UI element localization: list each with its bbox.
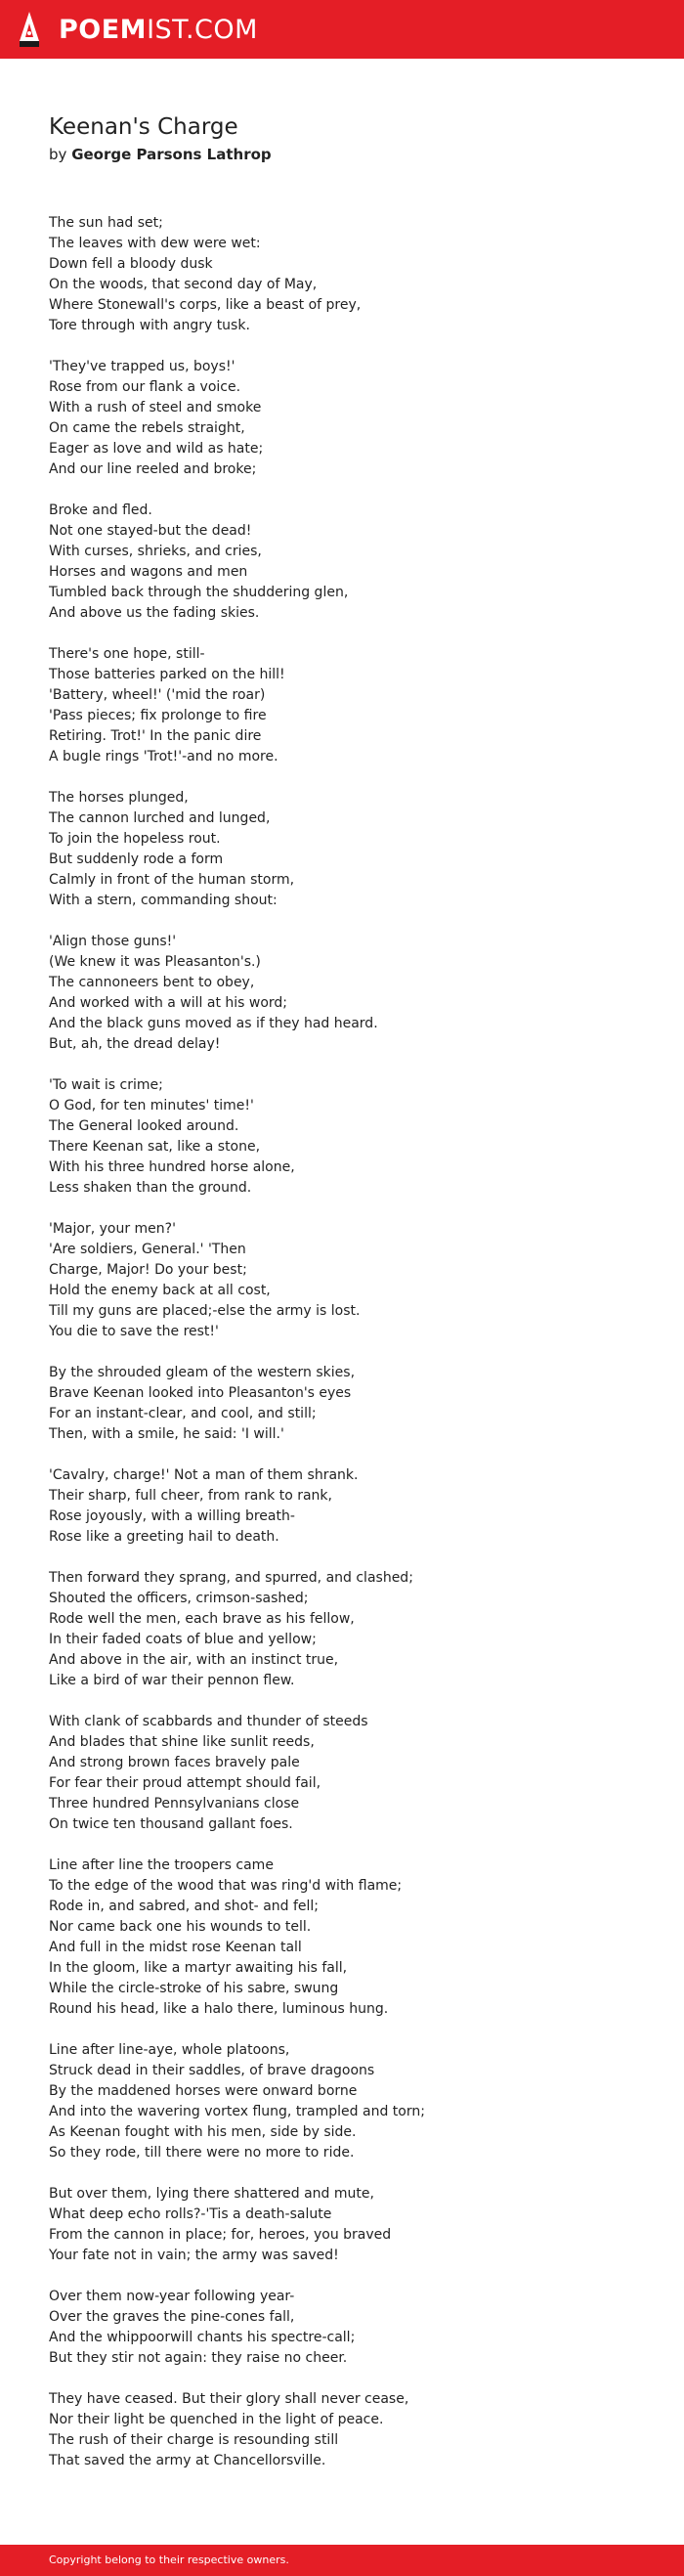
poem-line: Line after line the troopers came [49,1857,274,1873]
stanza [49,788,635,911]
stanza [49,1568,635,1691]
poem-line: By the maddened horses were onward borne [49,2083,358,2099]
poem-line: Nor came back one his wounds to tell. [49,1919,312,1935]
stanza [49,1363,635,1445]
copyright-text: Copyright belong to their respective owners. [49,2554,289,2566]
poem-line: Their sharp, full cheer, from rank to rank, [49,1488,332,1504]
poem-line: Those batteries parked on the hill! [49,667,285,682]
poem-line: You die to save the rest!' [49,1324,219,1339]
byline [49,145,635,164]
poem-line: That saved the army at Chancellorsville. [49,2453,326,2468]
poem-line: For an instant-clear, and cool, and still; [49,1406,317,1421]
poem-line: And worked with a will at his word; [49,995,288,1011]
poem-line: And the black guns moved as if they had heard. [49,1016,378,1031]
poem-line: And into the wavering vortex flung, trampled and torn; [49,2104,425,2119]
poem-line: In the gloom, like a martyr awaiting his fall, [49,1960,348,1976]
author-name: George Parsons Lathrop [71,146,272,163]
poem-line: Round his head, like a halo there, luminous hung. [49,2001,389,2017]
poem-line: By the shrouded gleam of the western skies, [49,1365,356,1380]
poem-line: Charge, Major! Do your best; [49,1262,247,1278]
poem-line: Horses and wagons and men [49,564,248,580]
poem-line: 'Major, your men?' [49,1221,176,1237]
poem-line: The horses plunged, [49,790,189,806]
poem-line: So they rode, till there were no more to ride. [49,2145,355,2161]
poem-line: Like a bird of war their pennon flew. [49,1673,295,1688]
poem-line: Over the graves the pine-cones fall, [49,2309,295,2325]
poem-line: The cannoneers bent to obey, [49,975,255,990]
poem-line: A bugle rings 'Trot!'-and no more. [49,749,278,764]
poem-line: With curses, shrieks, and cries, [49,544,262,559]
stanza [49,932,635,1055]
poem-line: But they stir not again: they raise no cheer. [49,2350,348,2366]
poem-line: From the cannon in place; for, heroes, you braved [49,2227,392,2243]
logo-bold-text: POEM [59,15,148,45]
poem-line: What deep echo rolls?-'Tis a death-salute [49,2206,332,2222]
poem-line: Nor their light be quenched in the light of peace. [49,2412,384,2427]
poem-line: Rode well the men, each brave as his fellow, [49,1611,355,1627]
poem-line: And blades that shine like sunlit reeds, [49,1734,315,1750]
poem-line: Over them now-year following year- [49,2289,295,2304]
poem-title: Keenan's Charge [49,114,238,140]
poem-line: Brave Keenan looked into Pleasanton's eyes [49,1385,352,1401]
poem-line: With a stern, commanding shout: [49,893,278,908]
poem-line: On twice ten thousand gallant foes. [49,1816,293,1832]
poem-line: O God, for ten minutes' time!' [49,1098,254,1113]
poem-line: Retiring. Trot!' In the panic dire [49,728,262,744]
poem-line: Rose from our flank a voice. [49,379,241,395]
poem-line: And full in the midst rose Keenan tall [49,1940,302,1955]
poem-body [49,213,635,2492]
poem-line: On came the rebels straight, [49,420,245,436]
stanza [49,644,635,767]
poem-line: Less shaken than the ground. [49,1180,252,1196]
poem-line: There Keenan sat, like a stone, [49,1139,261,1155]
poem-line: 'Are soldiers, General.' 'Then [49,1242,246,1257]
poem-line: With his three hundred horse alone, [49,1159,295,1175]
poem-line: Not one stayed-but the dead! [49,523,252,539]
poem-line: 'Pass pieces; fix prolonge to fire [49,708,267,723]
pen-nib-icon [18,10,41,49]
stanza [49,213,635,336]
poem-line: Till my guns are placed;-else the army is lost. [49,1303,361,1319]
poem-line: For fear their proud attempt should fail, [49,1775,321,1791]
top-bar [0,0,684,59]
poem-line: Then, with a smile, he said: 'I will.' [49,1426,284,1442]
poem-line: And above in the air, with an instinct true, [49,1652,339,1668]
stanza [49,501,635,624]
footer [0,2545,684,2576]
poem-line: 'To wait is crime; [49,1077,163,1093]
poem-line: 'Battery, wheel!' ('mid the roar) [49,687,266,703]
poem-line: Struck dead in their saddles, of brave dragoons [49,2063,375,2078]
logo-light-text: IST.COM [147,15,258,45]
site-logo[interactable] [59,16,258,45]
poem-line: 'Align those guns!' [49,934,177,949]
poem-line: Your fate not in vain; the army was saved! [49,2248,339,2263]
stanza [49,1465,635,1548]
stanza [49,2184,635,2266]
poem-line: Tore through with angry tusk. [49,318,250,333]
stanza [49,2287,635,2369]
stanza [49,2389,635,2471]
poem-line: 'Cavalry, charge!' Not a man of them shrank. [49,1467,359,1483]
poem-line: The leaves with dew were wet: [49,236,261,251]
poem-line: To join the hopeless rout. [49,831,221,847]
poem-line: Down fell a bloody dusk [49,256,213,272]
poem-line: Hold the enemy back at all cost, [49,1283,271,1298]
poem-line: Rode in, and sabred, and shot- and fell; [49,1899,320,1914]
poem-line: But suddenly rode a form [49,851,224,867]
stanza [49,1712,635,1835]
poem-line: Broke and fled. [49,502,152,518]
poem-line: The sun had set; [49,215,163,231]
poem-line: (We knew it was Pleasanton's.) [49,954,261,970]
stanza [49,1856,635,2020]
poem-line: The rush of their charge is resounding still [49,2432,339,2448]
poem-line: And the whippoorwill chants his spectre-call; [49,2330,356,2345]
poem-line: And our line reeled and broke; [49,461,257,477]
stanza [49,1219,635,1342]
poem-line: While the circle-stroke of his sabre, swung [49,1981,339,1996]
poem-line: On the woods, that second day of May, [49,277,318,292]
poem-header [49,112,635,164]
poem-line: But, ah, the dread delay! [49,1036,221,1052]
stanza [49,2040,635,2163]
poem-line: 'They've trapped us, boys!' [49,359,235,374]
poem-line: They have ceased. But their glory shall never cease, [49,2391,409,2407]
poem-line: The cannon lurched and lunged, [49,810,271,826]
poem-line: The General looked around. [49,1118,239,1134]
poem-line: With clank of scabbards and thunder of steeds [49,1714,368,1729]
poem-line: There's one hope, still- [49,646,205,662]
poem-line: Rose joyously, with a willing breath- [49,1508,295,1524]
poem-line: Line after line-aye, whole platoons, [49,2042,290,2058]
stanza [49,1075,635,1199]
by-label: by [49,146,67,163]
poem-line: In their faded coats of blue and yellow; [49,1632,317,1647]
poem-line: To the edge of the wood that was ring'd with flame; [49,1878,403,1894]
poem-line: Shouted the officers, crimson-sashed; [49,1591,309,1606]
poem-line: Tumbled back through the shuddering glen, [49,585,349,600]
poem-line: Then forward they sprang, and spurred, and clashed; [49,1570,413,1586]
stanza [49,357,635,480]
poem-line: Rose like a greeting hail to death. [49,1529,279,1545]
poem-line: And strong brown faces bravely pale [49,1755,300,1770]
poem-line: But over them, lying there shattered and mute, [49,2186,374,2202]
poem-line: Eager as love and wild as hate; [49,441,264,457]
poem-line: With a rush of steel and smoke [49,400,262,415]
poem-line: Three hundred Pennsylvanians close [49,1796,300,1812]
poem-line: Where Stonewall's corps, like a beast of prey, [49,297,362,313]
poem-line: As Keenan fought with his men, side by side. [49,2124,357,2140]
poem-line: And above us the fading skies. [49,605,260,621]
poem-line: Calmly in front of the human storm, [49,872,295,888]
